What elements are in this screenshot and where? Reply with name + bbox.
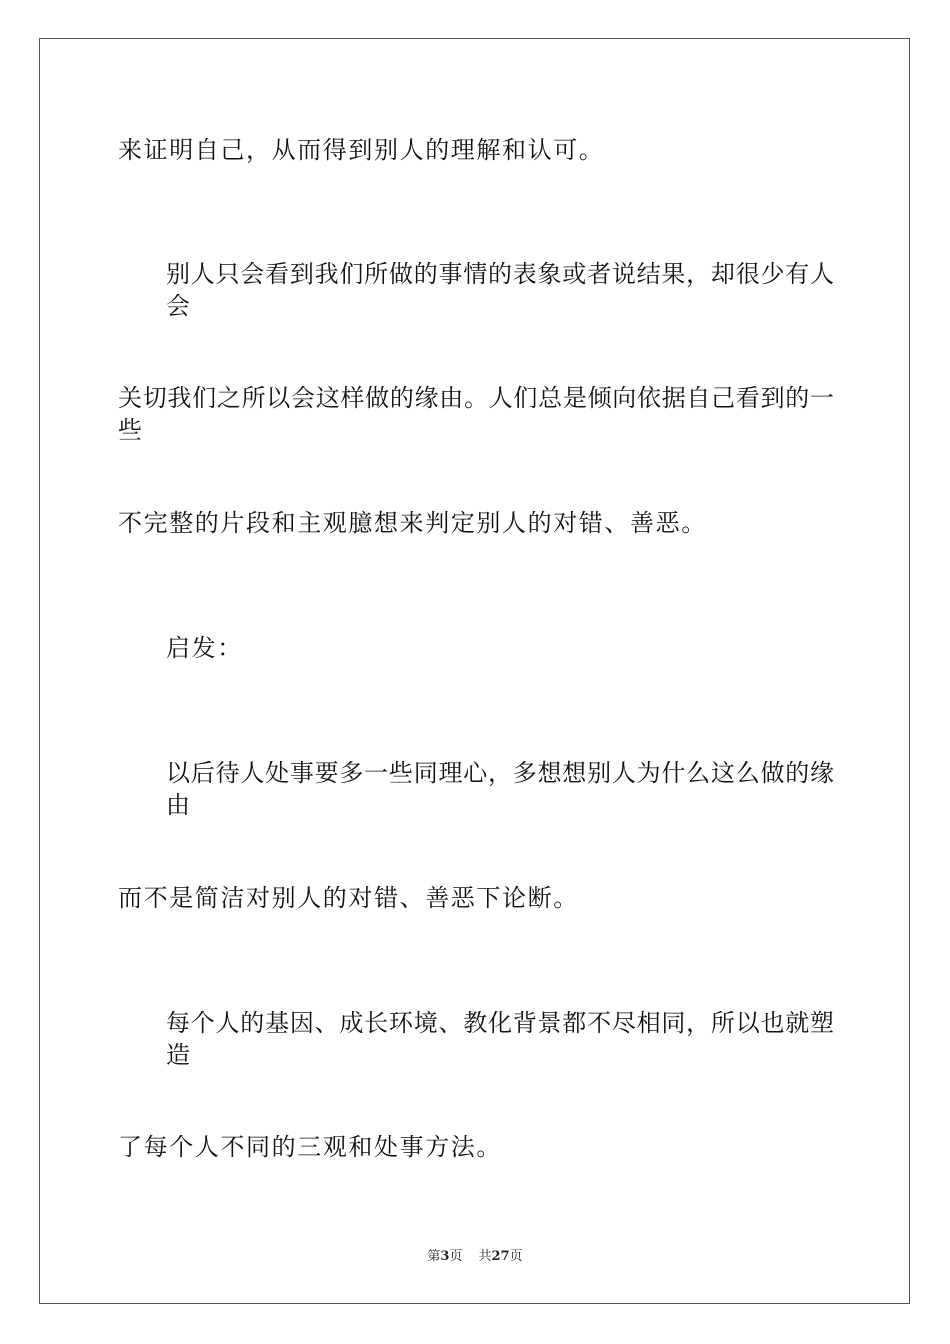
paragraph-line-4: 不完整的片段和主观臆想来判定别人的对错、善恶。 — [118, 509, 707, 537]
page-border — [39, 38, 910, 1304]
total-suffix: 页 — [509, 1249, 523, 1264]
total-pages: 27 — [491, 1249, 510, 1264]
paragraph-line-6: 而不是简洁对别人的对错、善恶下论断。 — [118, 884, 579, 912]
paragraph-line-3: 关切我们之所以会这样做的缘由。人们总是倾向依据自己看到的一些 — [118, 384, 834, 444]
page-number: 3 — [440, 1249, 450, 1264]
paragraph-line-2: 别人只会看到我们所做的事情的表象或者说结果，却很少有人会 — [166, 260, 834, 320]
paragraph-line-7: 每个人的基因、成长环境、教化背景都不尽相同，所以也就塑造 — [166, 1009, 834, 1069]
paragraph-line-5: 以后待人处事要多一些同理心，多想想别人为什么这么做的缘由 — [166, 759, 834, 819]
paragraph-line-1: 来证明自己，从而得到别人的理解和认可。 — [118, 136, 605, 164]
page-prefix: 第 — [427, 1249, 441, 1264]
page-suffix: 页 — [449, 1249, 463, 1264]
paragraph-line-8: 了每个人不同的三观和处事方法。 — [118, 1133, 502, 1161]
total-prefix: 共 — [478, 1249, 492, 1264]
page-footer — [0, 1248, 950, 1266]
section-heading: 启发： — [166, 634, 243, 662]
